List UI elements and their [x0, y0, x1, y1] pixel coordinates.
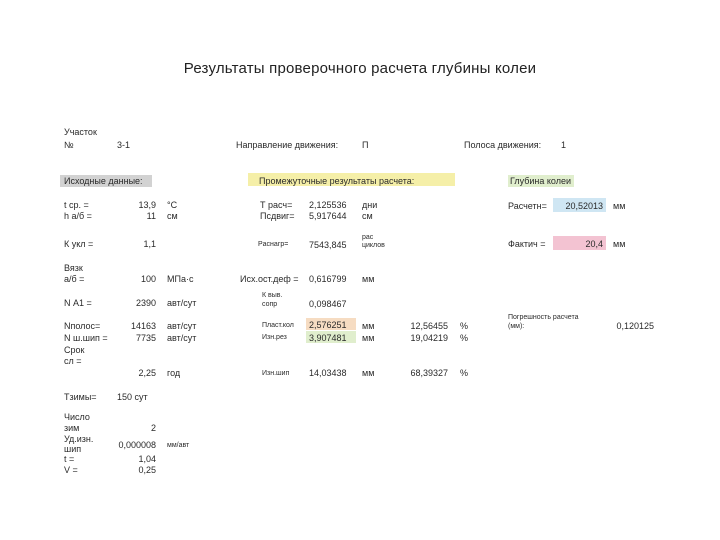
- tsr-value: 13,9: [138, 200, 156, 210]
- winters-count-value: 2: [150, 423, 156, 433]
- iznship-percent-unit: %: [460, 368, 469, 378]
- npolos-value: 14163: [130, 321, 156, 331]
- iznrez-value: 3,907481: [309, 333, 347, 343]
- initial-data-header: Исходные данные:: [64, 176, 143, 186]
- winter-value: 150 сут: [117, 392, 148, 402]
- rasnagr-label: Рacнагр=: [258, 241, 289, 248]
- nship-unit: авт/сут: [167, 333, 197, 343]
- nship-value: 7735: [135, 333, 156, 343]
- winter-label: Тзимы=: [64, 392, 97, 402]
- iznrez-unit: мм: [362, 333, 375, 343]
- na1-label: N А1 =: [64, 298, 92, 308]
- intermediate-results-header: Промежуточные результаты расчета:: [259, 176, 415, 186]
- error-label-2: (мм):: [508, 323, 525, 330]
- podvig-unit: см: [362, 211, 373, 221]
- section-number-value: 3-1: [117, 140, 131, 150]
- na1-unit: авт/сут: [167, 298, 197, 308]
- calculated-depth-unit: мм: [613, 201, 626, 211]
- trasch-value: 2,125536: [309, 200, 347, 210]
- iznrez-label: Изн.рез: [262, 334, 287, 341]
- page-title: Результаты проверочного расчета глубины колеи: [183, 60, 537, 77]
- plast-value: 2,576251: [309, 320, 347, 330]
- initial-residual-deformation-value: 0,616799: [309, 274, 347, 284]
- initial-residual-deformation-label: Исх.ост.деф =: [240, 274, 299, 284]
- na1-value: 2390: [135, 298, 156, 308]
- lane-value: 1: [561, 140, 567, 150]
- actual-depth-unit: мм: [613, 239, 626, 249]
- specific-wear-value: 0,000008: [118, 440, 156, 450]
- error-label-1: Погрешность расчета: [508, 314, 579, 321]
- actual-depth-value: 20,4: [585, 239, 603, 249]
- direction-label: Направление движения:: [236, 140, 339, 150]
- winters-count-label-1: Число: [64, 412, 90, 422]
- calculated-depth-label: Расчетн=: [508, 201, 547, 211]
- specific-wear-label-1: Уд.изн.: [64, 434, 94, 444]
- rasnagr-unit-2: циклов: [362, 242, 385, 249]
- kvyk-label-2: сопр: [262, 301, 278, 308]
- tsr-label: t ср. =: [64, 200, 89, 210]
- specific-wear-unit: мм/авт: [167, 442, 190, 449]
- plast-label: Пласт.кол: [262, 322, 294, 329]
- winters-count-label-2: зим: [64, 423, 80, 433]
- plast-percent-unit: %: [460, 321, 469, 331]
- ha5-value: 11: [146, 211, 156, 221]
- v-value: 0,25: [138, 465, 156, 475]
- iznship-percent: 68,39327: [410, 368, 448, 378]
- trasch-unit: дни: [362, 200, 378, 210]
- plast-percent: 12,56455: [410, 321, 448, 331]
- iznrez-percent: 19,04219: [410, 333, 448, 343]
- viscosity-unit: МПа·с: [167, 274, 194, 284]
- direction-value: П: [362, 140, 369, 150]
- trasch-label: Т расч=: [260, 200, 293, 210]
- t-value: 1,04: [138, 454, 156, 464]
- iznrez-percent-unit: %: [460, 333, 469, 343]
- v-label: V =: [64, 465, 78, 475]
- service-life-label-1: Срок: [64, 345, 85, 355]
- service-life-label-2: сл =: [64, 356, 82, 366]
- actual-depth-label: Фактич =: [508, 239, 546, 249]
- viscosity-label-2: а/б =: [64, 274, 85, 284]
- uchastok-label: Участок: [64, 127, 97, 137]
- rut-depth-header: Глубина колеи: [510, 176, 572, 186]
- kvyk-label-1: К выв.: [262, 292, 283, 299]
- specific-wear-label-2: шип: [64, 444, 82, 454]
- iznship-unit: мм: [362, 368, 375, 378]
- kvyk-value: 0,098467: [309, 299, 347, 309]
- viscosity-value: 100: [140, 274, 156, 284]
- npolos-unit: авт/сут: [167, 321, 197, 331]
- section-number-label: №: [64, 140, 74, 150]
- initial-residual-deformation-unit: мм: [362, 274, 375, 284]
- ha5-label: h а/б =: [64, 211, 92, 221]
- viscosity-label-1: Вязк: [64, 263, 83, 273]
- podvig-label: Псдвиг=: [260, 211, 295, 221]
- npolos-label: Nполос=: [64, 321, 101, 331]
- iznship-value: 14,03438: [309, 368, 347, 378]
- rasnagr-value: 7543,845: [309, 240, 347, 250]
- rasnagr-unit-1: рас: [362, 234, 374, 241]
- t-label: t =: [64, 454, 75, 464]
- podvig-value: 5,917644: [309, 211, 347, 221]
- plast-unit: мм: [362, 321, 375, 331]
- service-life-unit: год: [167, 368, 181, 378]
- nship-label: N ш.шип =: [64, 333, 108, 343]
- kukl-label: К укл =: [64, 239, 94, 249]
- ha5-unit: см: [167, 211, 178, 221]
- kukl-value: 1,1: [143, 239, 156, 249]
- lane-label: Полоса движения:: [464, 140, 542, 150]
- error-value: 0,120125: [616, 321, 654, 331]
- service-life-value: 2,25: [138, 368, 156, 378]
- iznship-label: Изн.шип: [262, 370, 290, 377]
- calculated-depth-value: 20,52013: [565, 201, 603, 211]
- tsr-unit: °С: [167, 200, 178, 210]
